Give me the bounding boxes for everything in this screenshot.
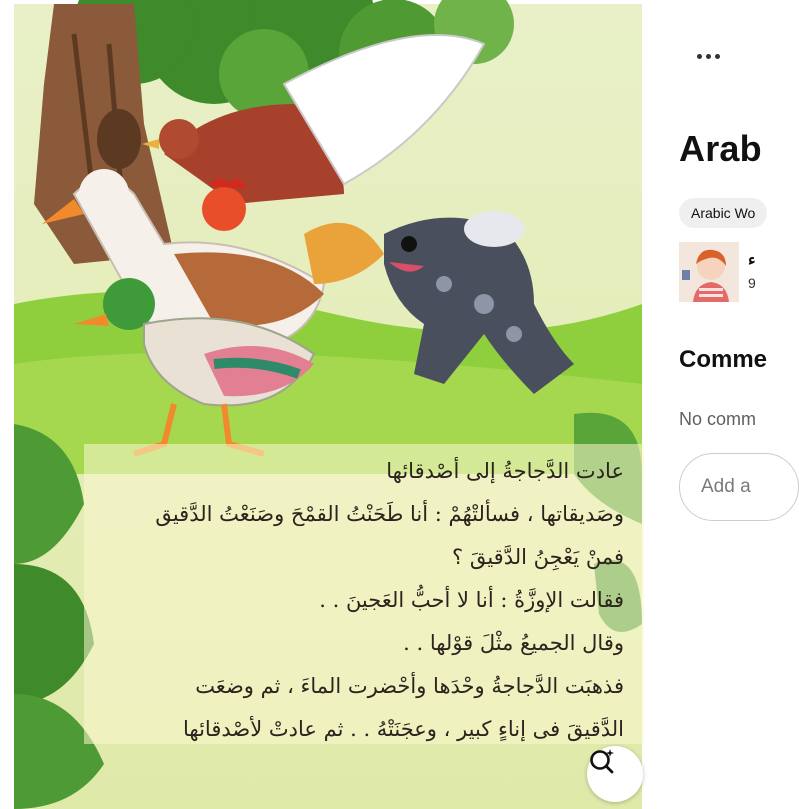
topic-chip[interactable]: Arabic Wo xyxy=(679,198,767,228)
visual-search-icon xyxy=(587,746,617,776)
comment-input[interactable] xyxy=(679,453,799,521)
story-line-5: وقال الجميعُ مثْلَ قوْلها . . xyxy=(403,631,624,655)
creator-name[interactable]: ء xyxy=(748,252,756,269)
story-line-2: وصَديقاتها ، فسألتْهُمْ : أنا طَحَنْتُ القمْحَ وصَنَعْتُ الدَّقيق xyxy=(155,502,624,526)
visual-search-button[interactable] xyxy=(587,746,643,802)
creator-avatar[interactable] xyxy=(679,242,739,302)
more-options-icon xyxy=(695,54,722,59)
creator-follower-count: 9 xyxy=(748,275,756,291)
no-comments-text: No comm xyxy=(679,409,757,429)
comments-heading: Comme xyxy=(679,346,768,373)
story-line-6: فذهبَت الدَّجاجةُ وحْدَها وأحْضرت الماءَ ، ثم وضعَت xyxy=(195,674,624,698)
pin-title: Arab xyxy=(679,128,762,169)
story-text xyxy=(84,450,624,751)
more-options-button[interactable] xyxy=(684,36,732,76)
pin-image[interactable] xyxy=(14,4,642,809)
avatar-image xyxy=(679,242,739,302)
story-line-1: عادت الدَّجاجةُ إلى أصْدقائها xyxy=(386,459,624,483)
story-line-3: فمنْ يَعْجِنُ الدَّقيقَ ؟ xyxy=(452,545,624,569)
story-line-4: فقالت الإوزَّةُ : أنا لا أحبُّ العَجينَ . . xyxy=(319,588,624,612)
story-line-7: الدَّقيقَ فى إناءٍ كبير ، وعجَنَتْهُ . . ثم عادتْ لأصْدقائها xyxy=(183,717,624,741)
